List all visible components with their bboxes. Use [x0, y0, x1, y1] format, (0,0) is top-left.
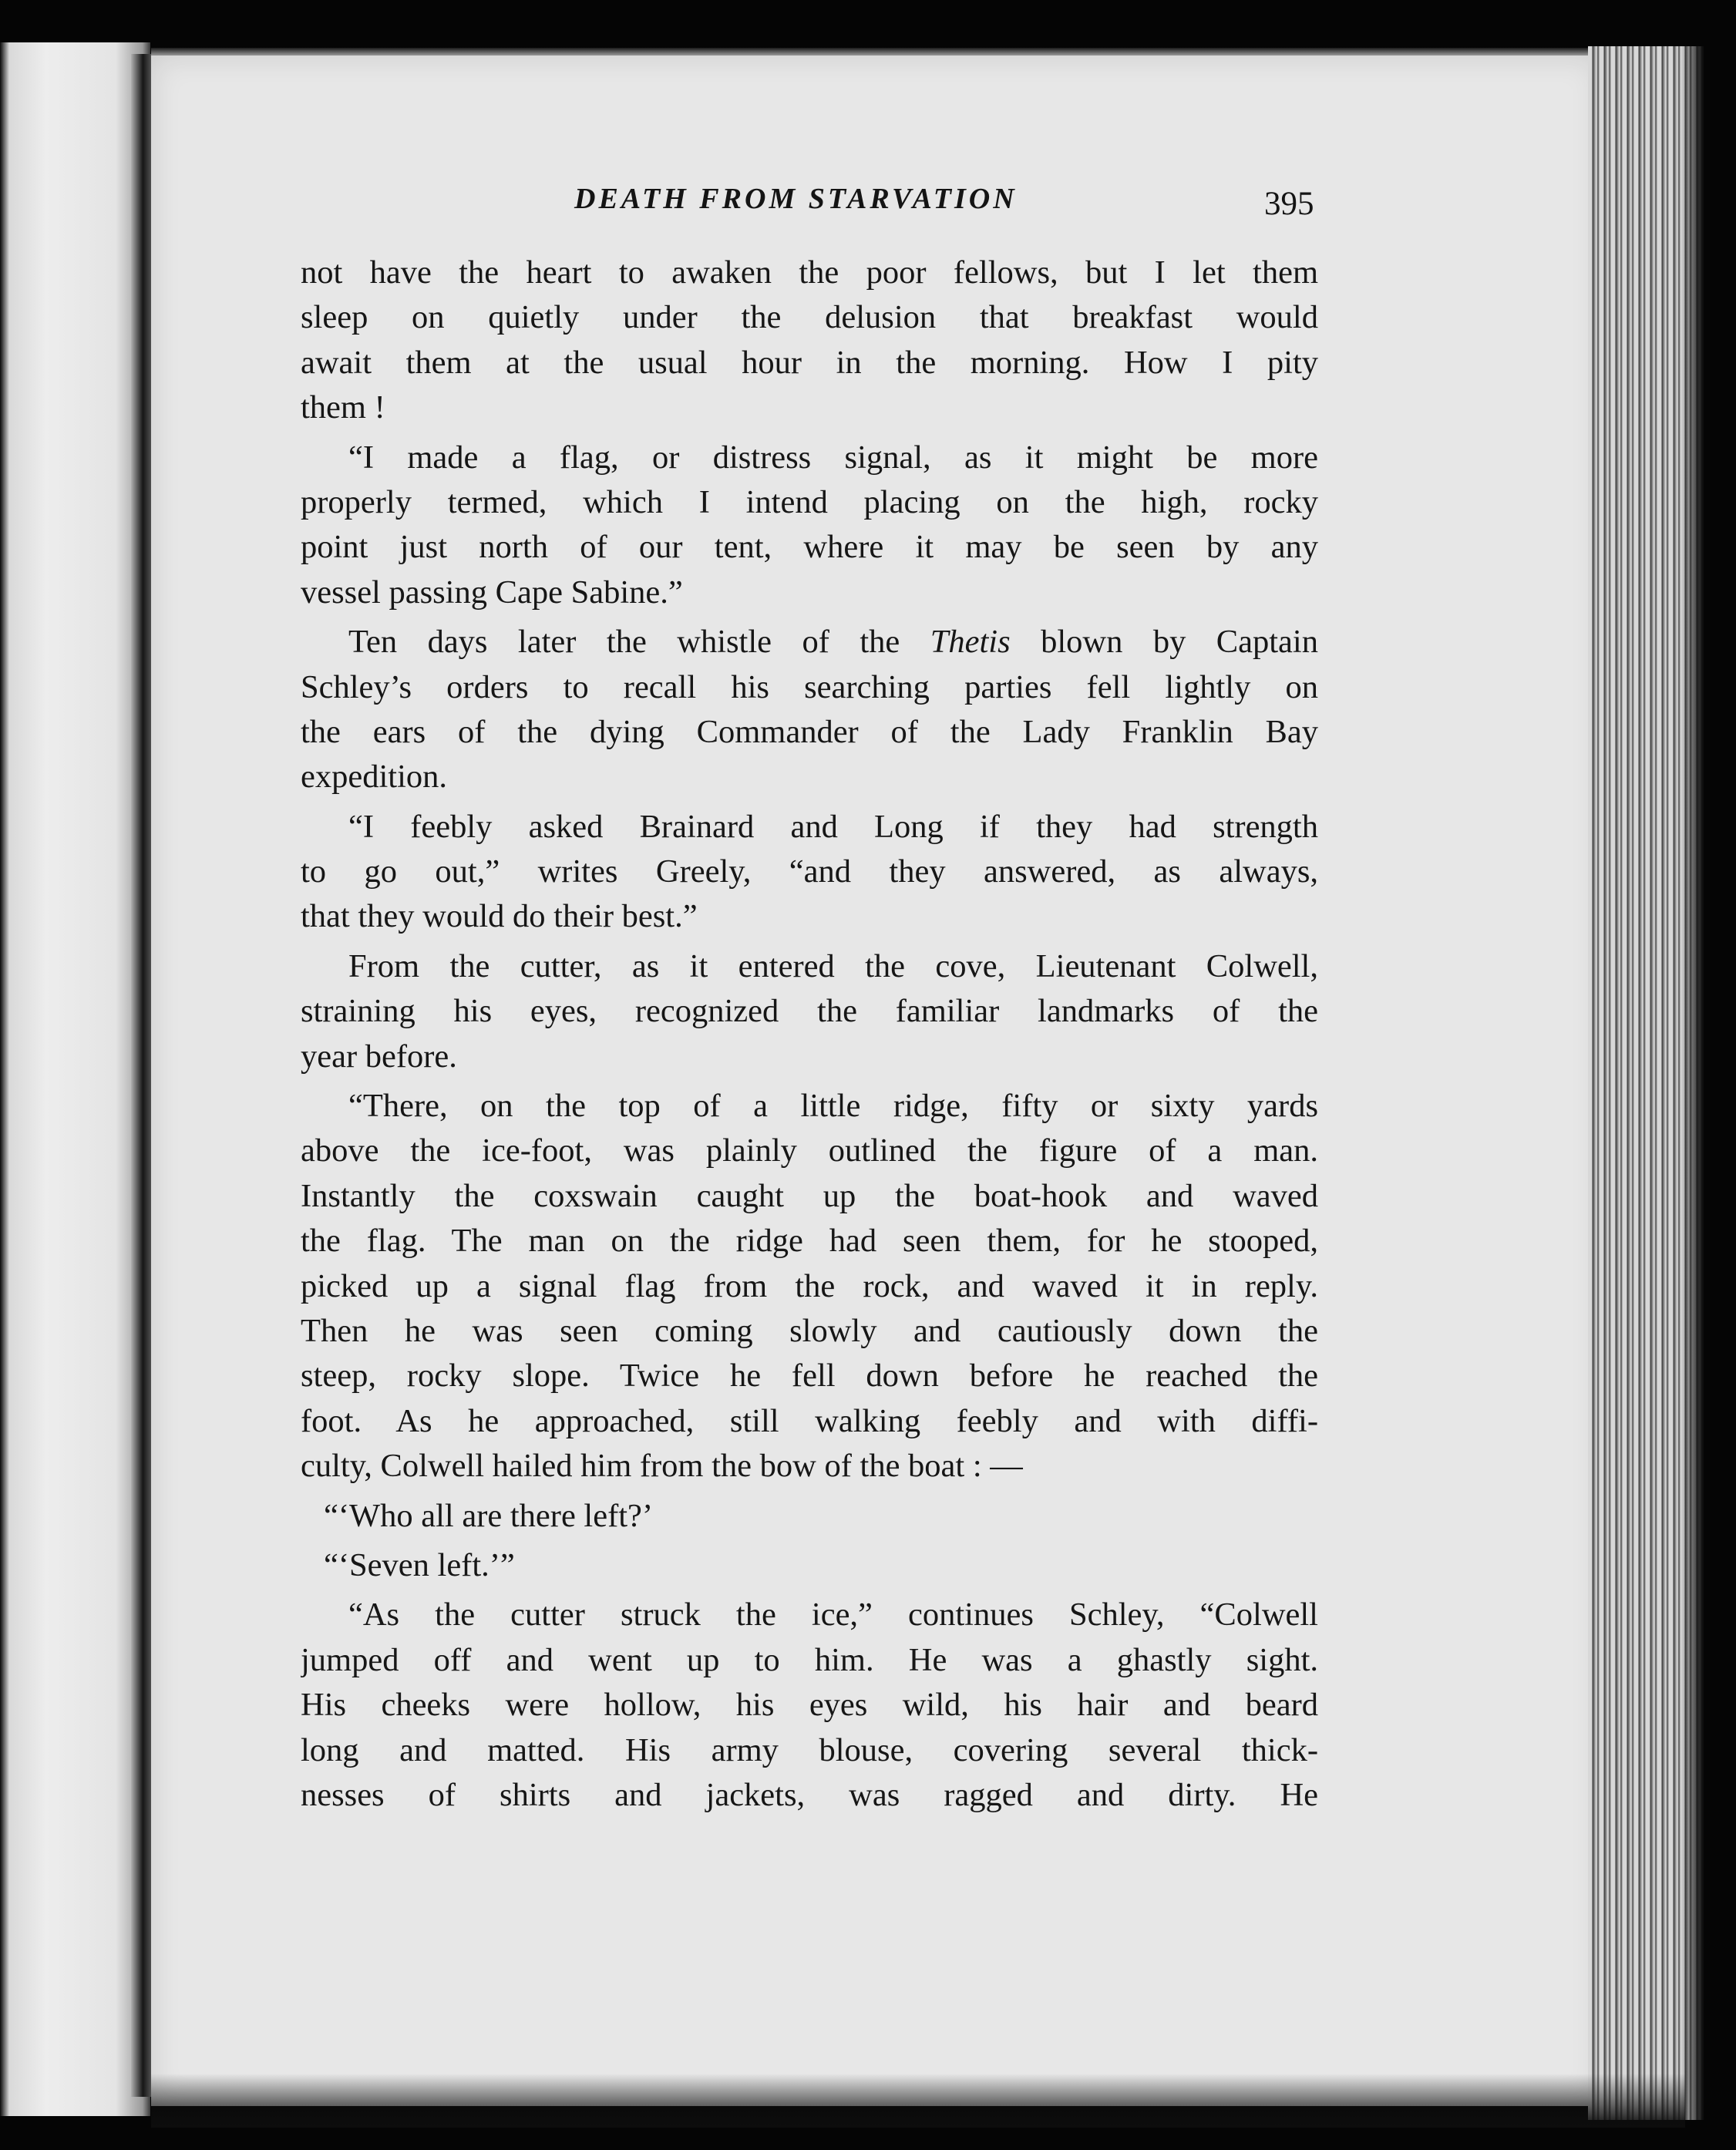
text-line: the ears of the dying Commander of the Lady Franklin Bay: [301, 713, 1318, 750]
facing-page-edge: [0, 42, 150, 2116]
text-line: “I feebly asked Brainard and Long if they had strength: [348, 808, 1318, 845]
text-line: foot. As he approached, still walking feebly and with diffi-: [301, 1402, 1318, 1439]
text-line: jumped off and went up to him. He was a ghastly sight.: [301, 1641, 1318, 1678]
running-head: DEATH FROM STARVATION: [574, 183, 1018, 215]
text-line: culty, Colwell hailed him from the bow of the boat : —: [301, 1448, 1023, 1485]
text-line: to go out,” writes Greely, “and they answered, as always,: [301, 853, 1318, 890]
text-line: Then he was seen coming slowly and cautiously down the: [301, 1312, 1318, 1349]
text-line: year before.: [301, 1038, 457, 1075]
text-line: them !: [301, 389, 385, 426]
text-line: above the ice-foot, was plainly outlined the figure of a man.: [301, 1132, 1318, 1169]
text-line: His cheeks were hollow, his eyes wild, his hair and beard: [301, 1687, 1318, 1724]
text-line: point just north of our tent, where it may be seen by any: [301, 529, 1318, 566]
text-line: “There, on the top of a little ridge, fifty or sixty yards: [348, 1088, 1318, 1125]
text-line: steep, rocky slope. Twice he fell down before he reached the: [301, 1358, 1318, 1395]
text-line: “‘Who all are there left?’: [324, 1497, 654, 1534]
page-bottom-shadow: [151, 2074, 1685, 2128]
page-number: 395: [1264, 186, 1314, 222]
text-line: picked up a signal flag from the rock, and waved it in reply.: [301, 1267, 1318, 1304]
text-line: nesses of shirts and jackets, was ragged and dirty. He: [301, 1776, 1318, 1813]
text-line: “‘Seven left.’”: [324, 1546, 515, 1583]
text-line: straining his eyes, recognized the familiar landmarks of the: [301, 993, 1318, 1030]
text-line: sleep on quietly under the delusion that breakfast would: [301, 299, 1318, 336]
text-line: Instantly the coxswain caught up the boat-hook and waved: [301, 1177, 1318, 1214]
text-line: From the cutter, as it entered the cove, Lieutenant Colwell,: [348, 947, 1318, 984]
text-line: long and matted. His army blouse, covering several thick-: [301, 1731, 1318, 1768]
body-text: [301, 251, 1318, 1818]
text-line: vessel passing Cape Sabine.”: [301, 574, 683, 611]
text-line: expedition.: [301, 759, 448, 796]
text-line: properly termed, which I intend placing on the high, rocky: [301, 483, 1318, 520]
text-line: that they would do their best.”: [301, 898, 698, 935]
text-line: “As the cutter struck the ice,” continues Schley, “Colwell: [348, 1597, 1318, 1634]
text-line: Ten days later the whistle of the Thetis blown by Captain: [348, 624, 1318, 661]
book-gutter: [131, 54, 153, 2097]
text-line: Schley’s orders to recall his searching parties fell lightly on: [301, 668, 1318, 705]
text-line: “I made a flag, or distress signal, as it might be more: [348, 439, 1318, 476]
text-line: await them at the usual hour in the morning. How I pity: [301, 344, 1318, 381]
text-line: not have the heart to awaken the poor fellows, but I let them: [301, 254, 1318, 291]
page-stack-edges: [1588, 46, 1704, 2120]
ship-name: Thetis: [930, 624, 1011, 661]
text-line: the flag. The man on the ridge had seen them, for he stooped,: [301, 1223, 1318, 1260]
